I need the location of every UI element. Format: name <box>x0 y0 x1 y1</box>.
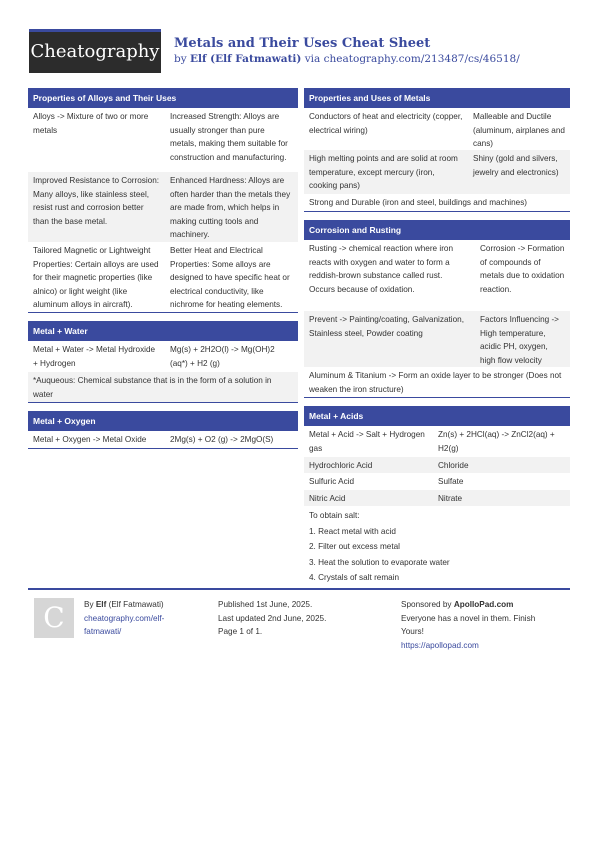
table-row <box>304 473 570 490</box>
table-row <box>28 108 298 172</box>
section-heading: Metal + Acids <box>304 406 570 426</box>
sponsor-text-cont: Yours! <box>401 627 424 636</box>
table-cell: High melting points and are solid at room temperature, except mercury (iron, cooking pans) <box>309 154 458 190</box>
author-profile-link-cont[interactable]: fatmawati/ <box>84 627 122 636</box>
section-heading: Metal + Water <box>28 321 298 341</box>
section-heading: Corrosion and Rusting <box>304 220 570 240</box>
list-item: 1. React metal with acid <box>309 526 396 536</box>
footer-author <box>84 598 194 639</box>
footer-logo <box>34 598 74 638</box>
table-cell: Nitrate <box>438 494 463 503</box>
by-prefix: by <box>174 53 187 65</box>
section-heading: Metal + Oxygen <box>28 411 298 431</box>
footer-author-full: (Elf Fatmawati) <box>108 600 164 609</box>
footer-sponsor <box>401 598 571 652</box>
table-cell: Strong and Durable (iron and steel, buildings and machines) <box>309 198 528 207</box>
table-row <box>28 431 298 448</box>
section-acids <box>304 406 570 589</box>
sponsor-text: Everyone has a novel in them. Finish <box>401 613 536 623</box>
section-water <box>28 321 298 403</box>
table-row <box>28 242 298 312</box>
cheatography-logo[interactable] <box>29 29 161 73</box>
table-cell: Shiny (gold and silvers, jewelry and electronics) <box>473 154 559 177</box>
table-cell: Enhanced Hardness: Alloys are often harder than the metals they are made from, which helps in making cutting tools and machinery. <box>170 176 291 239</box>
table-row <box>304 490 570 506</box>
table-row <box>304 311 570 367</box>
sponsor-url-link[interactable]: https://apollopad.com <box>401 640 479 650</box>
table-row <box>28 372 298 402</box>
page-count: Page 1 of 1. <box>218 627 263 636</box>
table-cell: Nitric Acid <box>309 494 346 503</box>
via-text: via <box>304 53 321 65</box>
table-cell: Better Heat and Electrical Properties: Some alloys are designed to have specific heat or electrical conductivity, like nichrome for heating elements. <box>170 246 290 309</box>
table-cell: Sulfuric Acid <box>309 477 355 486</box>
table-row <box>304 150 570 194</box>
table-cell: Alloys -> Mixture of two or more metals <box>33 112 149 135</box>
section-alloys <box>28 88 298 313</box>
table-row <box>28 341 298 372</box>
footer-logo-letter: C <box>43 601 65 634</box>
published-date: Published 1st June, 2025. <box>218 600 313 609</box>
section-oxygen <box>28 411 298 449</box>
table-row <box>304 367 570 397</box>
table-cell: Increased Strength: Alloys are usually stronger than pure metals, making them suitable for construction and manufacturing. <box>170 112 288 162</box>
page-title: Metals and Their Uses Cheat Sheet <box>174 36 431 51</box>
sponsor-prefix: Sponsored by <box>401 600 452 609</box>
table-cell: Prevent -> Painting/coating, Galvanization, Stainless steel, Powder coating <box>309 315 464 338</box>
list-item: 4. Crystals of salt remain <box>309 573 400 582</box>
list-item: 3. Heat the solution to evaporate water <box>309 557 450 567</box>
table-cell: Metal + Acid -> Salt + Hydrogen gas <box>309 430 425 453</box>
table-cell: Improved Resistance to Corrosion: Many alloys, like stainless steel, resist rust and corrosion better than the base metal. <box>33 176 160 226</box>
table-cell: Malleable and Ductile (aluminum, airplanes and cans) <box>473 112 565 148</box>
table-cell: Rusting -> chemical reaction where iron reacts with oxygen and water to form a reddish-brown substance called rust. Occurs because of oxidation. <box>309 244 454 294</box>
section-heading: Properties of Alloys and Their Uses <box>28 88 298 108</box>
table-row <box>304 426 570 457</box>
table-cell: Mg(s) + 2H2O(l) -> Mg(OH)2 (aq*) + H2 (g) <box>170 345 275 368</box>
table-cell: Metal + Oxygen -> Metal Oxide <box>33 435 147 444</box>
sponsor-name[interactable]: ApolloPad.com <box>453 600 514 609</box>
table-cell: Zn(s) + 2HCl(aq) -> ZnCl2(aq) + H2(g) <box>438 430 555 453</box>
table-cell: Aluminum & Titanium -> Form an oxide layer to be stronger (Does not weaken the iron structure) <box>309 371 562 394</box>
author-link[interactable]: Elf (Elf Fatmawati) <box>190 53 302 65</box>
updated-date: Last updated 2nd June, 2025. <box>218 613 327 623</box>
list-item: 2. Filter out excess metal <box>309 542 401 551</box>
table-cell: 2Mg(s) + O2 (g) -> 2MgO(S) <box>170 435 274 444</box>
table-row <box>304 108 570 150</box>
left-column <box>28 88 298 457</box>
table-cell: Factors Influencing -> High temperature, acidic PH, oxygen, high flow velocity <box>480 315 559 365</box>
table-cell: Metal + Water -> Metal Hydroxide + Hydrogen <box>33 345 156 368</box>
table-cell: Tailored Magnetic or Lightweight Properties: Certain alloys are used for their magnetic properties (like alnico) or light weight (like aluminum alloys in aircraft). <box>33 246 159 309</box>
footer-by: By <box>84 600 94 609</box>
sheet-url-link[interactable]: cheatography.com/213487/cs/46518/ <box>323 53 520 65</box>
footer-author-name: Elf <box>95 600 107 609</box>
table-row <box>304 457 570 473</box>
table-row <box>304 240 570 311</box>
table-cell: Sulfate <box>438 477 464 486</box>
section-heading: Properties and Uses of Metals <box>304 88 570 108</box>
section-metal-properties <box>304 88 570 212</box>
footer-dates <box>218 598 388 639</box>
table-cell: Conductors of heat and electricity (copper, electrical wiring) <box>309 112 463 135</box>
table-row <box>28 172 298 242</box>
table-cell: *Auqueous: Chemical substance that is in the form of a solution in water <box>33 376 272 399</box>
author-profile-link[interactable]: cheatography.com/elf- <box>84 613 165 623</box>
right-column <box>304 88 570 597</box>
list-item: To obtain salt: <box>309 511 360 520</box>
table-cell: Corrosion -> Formation of compounds of metals due to oxidation reaction. <box>480 244 565 294</box>
footer-divider <box>28 588 570 590</box>
table-cell: Chloride <box>438 461 469 470</box>
table-row <box>304 194 570 211</box>
logo-text: Cheatography <box>30 41 160 62</box>
byline <box>174 53 520 65</box>
table-cell: Hydrochloric Acid <box>309 461 373 470</box>
section-corrosion <box>304 220 570 398</box>
